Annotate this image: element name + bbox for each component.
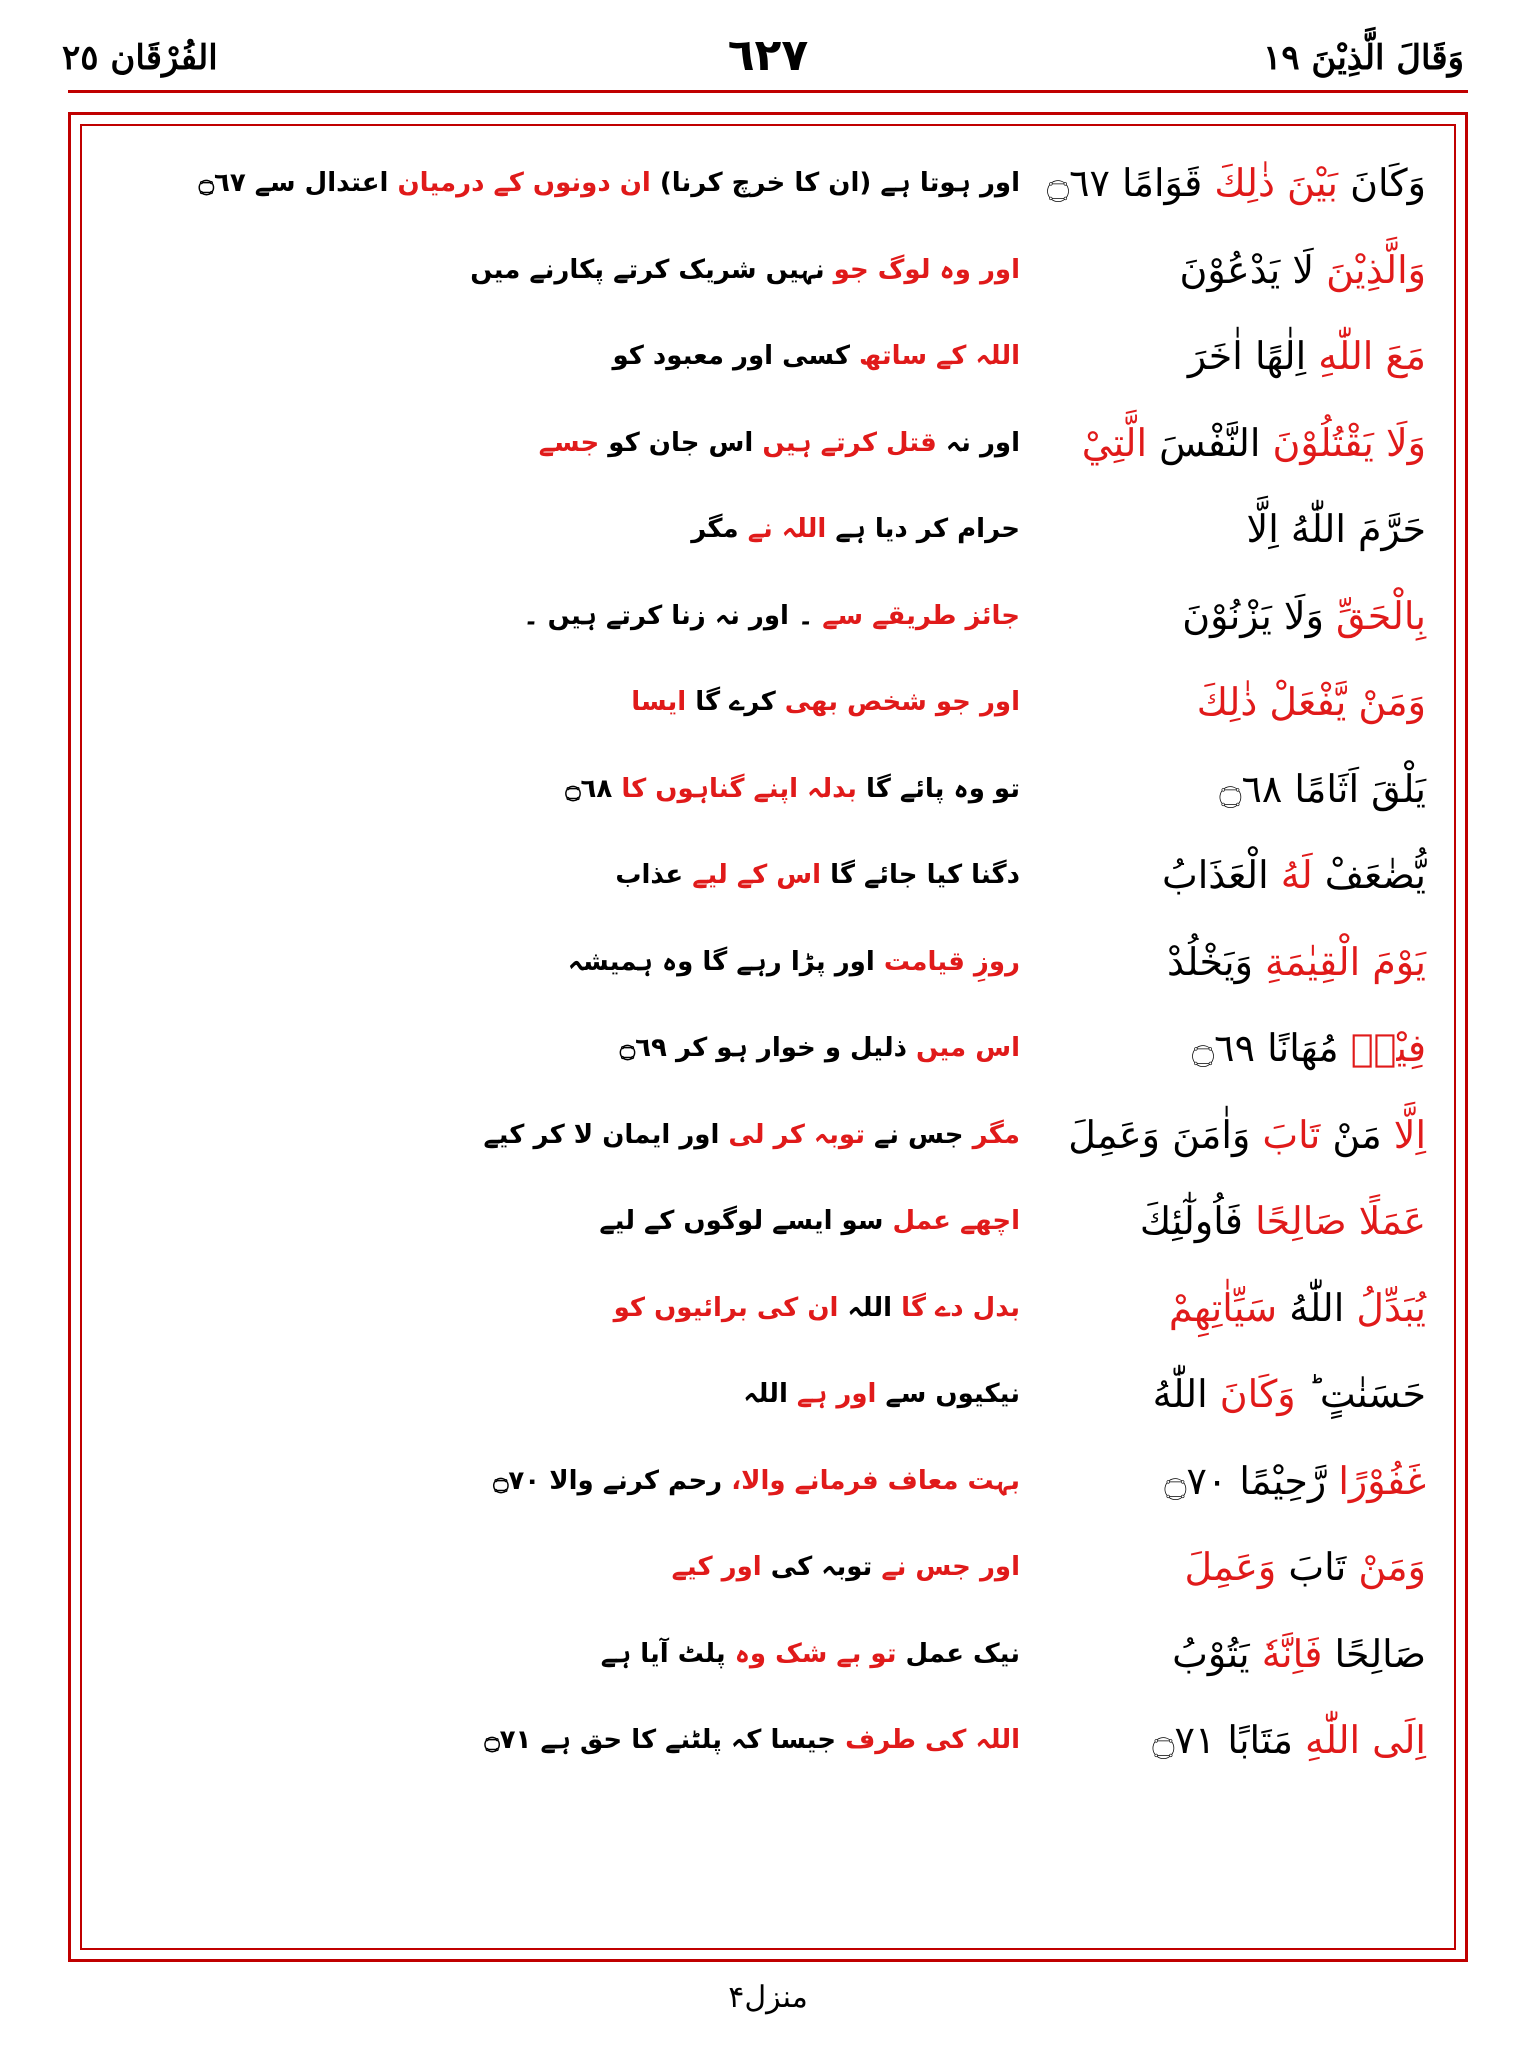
urdu-segment: بدل دے گا [892, 1292, 1020, 1323]
verse-row [110, 313, 1426, 400]
arabic-segment: وَالَّذِيْنَ [1313, 247, 1426, 292]
urdu-segment: اس کے لیے [683, 860, 822, 890]
urdu-segment: اور جو شخص بھی [775, 687, 1020, 717]
arabic-segment: فَاُولٰٓئِكَ [1139, 1199, 1243, 1243]
urdu-segment: نیکیوں سے [876, 1379, 1020, 1409]
arabic-segment: تَابَ [1276, 1545, 1347, 1589]
verse-row [110, 227, 1426, 314]
urdu-segment: ان دونوں کے درمیان [388, 168, 651, 198]
verse-row [110, 832, 1426, 919]
arabic-segment: مَنْ [1320, 1112, 1382, 1157]
urdu-translation [260, 1351, 1020, 1438]
urdu-translation [260, 746, 1020, 833]
arabic-segment: سَيِّاٰتِهِمْ [1168, 1285, 1278, 1330]
urdu-segment: اللہ کی طرف [836, 1725, 1020, 1755]
urdu-segment: سو ایسے لوگوں کے لیے [599, 1206, 884, 1236]
urdu-segment: دگنا کیا جائے گا [821, 860, 1020, 890]
verse-row [110, 1697, 1426, 1784]
urdu-translation [260, 400, 1020, 487]
arabic-segment: لَهُ [1268, 853, 1313, 897]
arabic-segment: مَتَابًا ۝٧١ [1152, 1718, 1293, 1762]
verse-row [110, 1524, 1426, 1611]
urdu-segment: اعتدال سے ۝٦٧ [198, 168, 389, 198]
urdu-segment: اللہ نے [738, 514, 827, 544]
arabic-segment: وَكَانَ [1207, 1372, 1296, 1416]
arabic-segment: بَيْنَ ذٰلِكَ [1202, 161, 1338, 205]
arabic-segment: وَمَنْ يَّفْعَلْ ذٰلِكَ [1196, 680, 1426, 724]
arabic-segment: قَوَامًا ۝٦٧ [1046, 161, 1203, 205]
urdu-segment: مگر [963, 1119, 1020, 1150]
arabic-segment: غَفُوْرًا [1326, 1458, 1426, 1503]
arabic-segment: رَّحِيْمًا ۝٧٠ [1164, 1458, 1327, 1503]
arabic-segment: النَّفْسَ [1147, 420, 1261, 465]
arabic-segment: الْعَذَابُ [1161, 853, 1269, 897]
urdu-translation [260, 1178, 1020, 1265]
arabic-segment: بِالْحَقِّ [1323, 593, 1426, 638]
verse-row [110, 486, 1426, 573]
arabic-segment: وَلَا يَزْنُوْنَ [1182, 593, 1324, 638]
verse-row [110, 919, 1426, 1006]
arabic-segment: اِلَى اللّٰهِ [1292, 1718, 1426, 1762]
urdu-segment: اور کیے [671, 1552, 762, 1582]
arabic-segment: يَلْقَ اَثَامًا ۝٦٨ [1219, 766, 1426, 811]
verse-row [110, 573, 1426, 660]
verse-row [110, 1092, 1426, 1179]
verse-row [110, 1265, 1426, 1352]
urdu-segment: توبہ کر لی [719, 1119, 865, 1150]
footer-manzil: منزل۴ [728, 1980, 808, 2015]
verse-row [110, 1351, 1426, 1438]
urdu-translation [260, 1092, 1020, 1179]
arabic-segment: فَاِنَّهٗ [1249, 1631, 1323, 1676]
urdu-segment: اور ہوتا ہے (ان کا خرچ کرنا) [650, 168, 1020, 198]
verse-row [110, 1005, 1426, 1092]
urdu-segment: حرام کر دیا ہے [826, 514, 1020, 544]
urdu-segment: توبہ کی [761, 1552, 873, 1582]
arabic-segment: وَاٰمَنَ وَعَمِلَ [1068, 1112, 1251, 1157]
urdu-segment: اس میں [906, 1033, 1020, 1063]
arabic-segment: اِلٰهًا اٰخَرَ [1187, 334, 1307, 378]
arabic-segment: مُهَانًا ۝٦٩ [1191, 1026, 1339, 1070]
urdu-segment: رحم کرنے والا ۝٧٠ [493, 1465, 723, 1496]
urdu-translation [260, 1524, 1020, 1611]
urdu-segment: اور ہے [787, 1379, 877, 1409]
urdu-translation [260, 1611, 1020, 1698]
arabic-segment: وَلَا يَقْتُلُوْنَ [1260, 420, 1426, 465]
urdu-segment: اس جان کو [599, 427, 754, 458]
urdu-segment: جس نے [864, 1119, 964, 1150]
urdu-translation [260, 1438, 1020, 1525]
page-number: ٦٢٧ [727, 30, 809, 81]
urdu-translation [260, 1697, 1020, 1784]
urdu-translation [260, 573, 1020, 660]
arabic-segment: اِلَّا [1381, 1112, 1426, 1157]
arabic-segment: الَّتِيْ [1081, 420, 1148, 465]
urdu-segment: اللہ [743, 1379, 788, 1409]
urdu-translation [260, 227, 1020, 314]
urdu-segment: ۔ اور نہ زنا کرتے ہیں ۔ [523, 600, 814, 631]
arabic-segment: اللّٰهُ [1277, 1285, 1345, 1330]
header-rule [68, 90, 1468, 93]
urdu-translation [260, 919, 1020, 1006]
urdu-segment: قتل کرتے ہیں [753, 427, 937, 458]
urdu-segment: مگر [691, 514, 739, 544]
urdu-segment: ذلیل و خوار ہو کر ۝٦٩ [619, 1033, 907, 1063]
urdu-segment: بدلہ اپنے گناہوں کا [612, 773, 857, 804]
arabic-segment: يَوْمَ الْقِيٰمَةِ [1252, 939, 1426, 984]
urdu-segment: اور نہ [936, 427, 1020, 458]
verse-row [110, 1611, 1426, 1698]
urdu-segment: اور پڑا رہے گا وہ ہمیشہ [567, 946, 875, 977]
urdu-segment: اچھے عمل [883, 1206, 1020, 1236]
arabic-segment: عَمَلًا صَالِحًا [1242, 1199, 1426, 1243]
arabic-segment: وَكَانَ [1337, 161, 1426, 205]
arabic-segment: يَتُوْبُ [1172, 1631, 1250, 1676]
urdu-segment: بہت معاف فرمانے والا، [722, 1465, 1020, 1496]
urdu-segment: اور جس نے [872, 1552, 1020, 1582]
urdu-segment: عذاب [615, 860, 684, 890]
urdu-segment: جیسا کہ پلٹنے کا حق ہے ۝٧١ [484, 1725, 837, 1755]
header-surah: الفُرْقَان ٢٥ [62, 38, 218, 78]
arabic-segment: يُّضٰعَفْ [1312, 853, 1426, 897]
arabic-segment: مَعَ اللّٰهِ [1306, 334, 1426, 378]
arabic-segment: يُبَدِّلُ [1344, 1285, 1426, 1330]
urdu-segment: تو وہ پائے گا [856, 773, 1020, 804]
urdu-translation [260, 1005, 1020, 1092]
verse-row [110, 400, 1426, 487]
verse-lines [110, 140, 1426, 1784]
verse-row [110, 1438, 1426, 1525]
header-juz: وَقَالَ الَّذِيْنَ ١٩ [1263, 38, 1464, 78]
arabic-segment: وَيَخْلُدْ [1166, 939, 1253, 984]
arabic-segment: اللّٰهُ [1152, 1372, 1208, 1416]
urdu-translation [260, 486, 1020, 573]
verse-row [110, 140, 1426, 227]
arabic-segment: وَعَمِلَ [1184, 1545, 1277, 1589]
urdu-segment: روزِ قیامت [874, 946, 1020, 977]
urdu-translation [260, 313, 1020, 400]
urdu-segment: جسے [538, 427, 600, 458]
urdu-translation [260, 1265, 1020, 1352]
arabic-segment: صَالِحًا [1322, 1631, 1426, 1676]
urdu-segment: اور وہ لوگ جو [824, 254, 1020, 285]
urdu-segment: پلٹ آیا ہے [600, 1638, 726, 1669]
urdu-segment: ۝٦٨ [565, 773, 613, 804]
arabic-segment: فِيْهٖ [1338, 1026, 1426, 1070]
arabic-segment: وَمَنْ [1346, 1545, 1426, 1589]
urdu-segment: تو بے شک وہ [725, 1638, 897, 1669]
urdu-segment: نہیں شریک کرتے پکارنے میں [470, 254, 825, 285]
urdu-translation [260, 659, 1020, 746]
urdu-segment: ایسا [631, 687, 687, 717]
urdu-translation [260, 832, 1020, 919]
urdu-segment: اور ایمان لا کر کیے [483, 1119, 720, 1150]
urdu-segment: اللہ [838, 1292, 893, 1323]
urdu-segment: ان کی برائیوں کو [613, 1292, 839, 1323]
verse-row [110, 659, 1426, 746]
urdu-segment: جائز طریقے سے [813, 600, 1020, 631]
verse-row [110, 746, 1426, 833]
verse-row [110, 1178, 1426, 1265]
urdu-segment: کسی اور معبود کو [612, 341, 850, 371]
urdu-segment: کرے گا [686, 687, 776, 717]
urdu-segment: نیک عمل [896, 1638, 1020, 1669]
urdu-translation [198, 140, 1020, 227]
urdu-segment: اللہ کے ساتھ [849, 341, 1020, 371]
arabic-segment: حَرَّمَ اللّٰهُ اِلَّا [1246, 507, 1426, 551]
arabic-segment: لَا يَدْعُوْنَ [1179, 247, 1314, 292]
arabic-segment: تَابَ [1250, 1112, 1321, 1157]
arabic-segment: حَسَنٰتٍ ؕ [1295, 1372, 1426, 1416]
